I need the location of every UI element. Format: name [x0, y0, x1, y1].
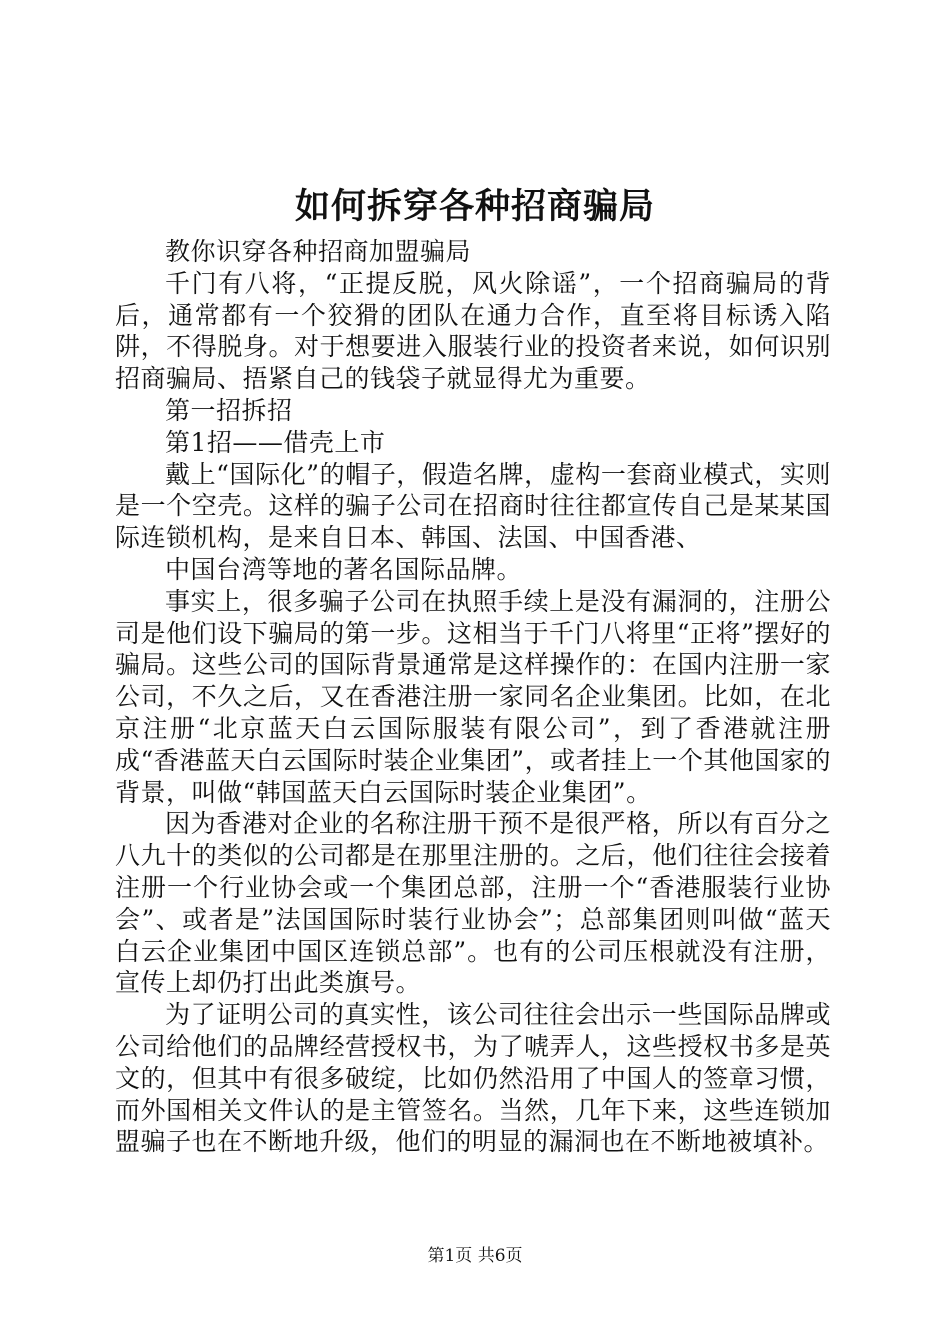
document-title: 如何拆穿各种招商骗局 — [294, 186, 655, 227]
section-subheading: 第1招——借壳上市 — [165, 427, 386, 457]
section-heading: 第一招拆招 — [165, 395, 293, 425]
paragraph: 事实上，很多骗子公司在执照手续上是没有漏洞的，注册公司是他们设下骗局的第一步。这相当于千门八将里“正将”摆好的骗局。这些公司的国际背景通常是这样操作的：在国内注册一家公司，不久之后，又在香港注册一家同名企业集团。比如，在北京注册“北京蓝天白云国际服装有限公司”，到了香港就注册成“香港蓝天白云国际时装企业集团”，或者挂上一个其他国家的背景，叫做“韩国蓝天白云国际时装企业集团”。 — [115, 586, 831, 807]
paragraph: 因为香港对企业的名称注册干预不是很严格，所以有百分之八九十的类似的公司都是在那里注册的。之后，他们往往会接着注册一个行业协会或一个集团总部，注册一个“香港服装行业协会”、或者是”法国国际时装行业协会”；总部集团则叫做“蓝天白云企业集团中国区连锁总部”。也有的公司压根就没有注册，宣传上却仍打出此类旗号。 — [115, 809, 831, 998]
paragraph: 中国台湾等地的著名国际品牌。 — [165, 554, 523, 584]
paragraph: 为了证明公司的真实性，该公司往往会出示一些国际品牌或公司给他们的品牌经营授权书，为了唬弄人，这些授权书多是英文的，但其中有很多破绽，比如仍然沿用了中国人的签章习惯，而外国相关文件认的是主管签名。当然，几年下来，这些连锁加盟骗子也在不断地升级，他们的明显的漏洞也在不断地被填补。 — [115, 1000, 831, 1157]
document-body — [115, 236, 831, 1158]
paragraph: 教你识穿各种招商加盟骗局 — [165, 237, 472, 266]
paragraph: 戴上“国际化”的帽子，假造名牌，虚构一套商业模式，实则是一个空壳。这样的骗子公司在招商时往往都宣传自己是某某国际连锁机构，是来自日本、韩国、法国、中国香港、 — [115, 459, 831, 553]
paragraph: 千门有八将，“正提反脱，风火除谣”，一个招商骗局的背后，通常都有一个狡猾的团队在通力合作，直至将目标诱入陷阱，不得脱身。对于想要进入服装行业的投资者来说，如何识别招商骗局、捂紧自己的钱袋子就显得尤为重要。 — [115, 268, 831, 394]
page-footer: 第1页 共6页 — [427, 1246, 523, 1266]
